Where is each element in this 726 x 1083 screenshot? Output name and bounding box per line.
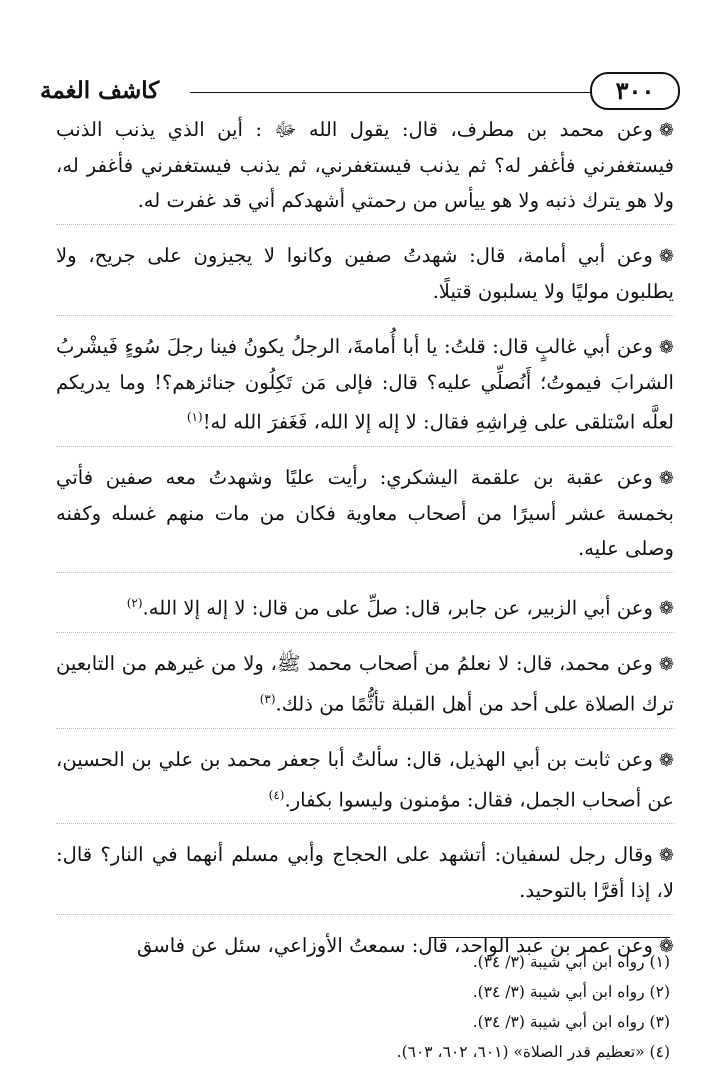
book-title: كاشف الغمة [40, 77, 160, 104]
footnote: (٣) رواه ابن أبي شيبة (٣/ ٣٤). [472, 1013, 670, 1031]
footnote-ref[interactable]: (١) [186, 410, 203, 424]
footnote-ref[interactable]: (٣) [259, 692, 276, 707]
paragraph-text: وعن عمر بن عبد الواحد، قال: سمعتُ الأوزاعي، سئل عن فاسق [136, 934, 653, 958]
footnote-ref[interactable]: (٢) [126, 595, 143, 610]
footnote: (٢) رواه ابن أبي شيبة (٣/ ٣٤). [472, 983, 670, 1001]
paragraph-text: وعن أبي أمامة، قال: شهدتُ صفين وكانوا لا يجيزون على جريح، ولا يطلبون موليًا ولا يسلبون قتيلًا. [56, 244, 674, 303]
star-icon: ❁ [658, 654, 674, 676]
paragraph-text: وعن ثابت بن أبي الهذيل، قال: سألتُ أبا جعفر محمد بن علي بن الحسين، عن أصحاب الجمل، فقال: مؤمنون وليسوا بكفار. [56, 747, 674, 812]
star-icon: ❁ [658, 936, 674, 958]
paragraph [56, 329, 674, 447]
paragraph [56, 586, 674, 634]
footnote: (٤) «تعظيم قدر الصلاة» (٦٠١، ٦٠٢، ٦٠٣). [396, 1043, 670, 1061]
paragraph-text: وعن عقبة بن علقمة اليشكري: رأيت عليًا وشهدتُ معه صفين فأتي بخمسة عشر أسيرًا من أصحاب معاوية فكان من مات منهم غسله وكفنه وصلى عليه. [56, 465, 674, 560]
star-icon: ❁ [658, 845, 674, 867]
main-text [56, 112, 674, 983]
header-rule [190, 92, 590, 93]
paragraph-text: وعن أبي غالبٍ قال: قلتُ: يا أبا أُمامةَ، الرجلُ يكونُ فينا رجلَ سُوءٍ فَيشْربُ الشرابَ فيموتُ؛ أَنُصلِّي عليه؟ قال: فإلى مَن تَكِلُون جنائزهم؟! وما يدريكم لعلَّه اسْتلقى على فِراشِهِ فقال: لا إله إلا الله، فَغَفرَ الله له! [56, 335, 674, 434]
footnote-rule [430, 937, 670, 938]
paragraph [56, 837, 674, 915]
footnotes [70, 947, 670, 1067]
paragraph-text: وعن أبي الزبير، عن جابر، قال: صلِّ على من قال: لا إله إلا الله. [142, 596, 653, 620]
footnote-ref[interactable]: (٤) [268, 787, 285, 802]
paragraph [56, 742, 674, 825]
paragraph-text: وعن محمد، قال: لا نعلمُ من أصحاب محمد ﷺ، ولا من غيرهم من التابعين ترك الصلاة على أحد من أهل القبلة تأثُّمًا من ذلك. [56, 652, 674, 716]
paragraph-text: وقال رجل لسفيان: أتشهد على الحجاج وأبي مسلم أنهما في النار؟ قال: لا، إذا أقرَّا بالتوحيد. [56, 843, 674, 903]
page-number: ٣٠٠ [590, 72, 680, 110]
paragraph [56, 112, 674, 225]
paragraph-text: وعن محمد بن مطرف، قال: يقول الله ﷻ : أين الذي يذنب الذنب فيستغفرني فأغفر له؟ ثم يذنب فيستغفرني، ثم يذنب فيستغفرني فأغفر له، ولا هو يترك ذنبه ولا هو ييأس من رحمتي أشهدكم أني قد غفرت له. [56, 118, 674, 212]
star-icon: ❁ [658, 337, 674, 358]
paragraph [56, 460, 674, 573]
paragraph [56, 238, 674, 316]
star-icon: ❁ [658, 246, 674, 267]
paragraph [56, 646, 674, 729]
footnote: (١) رواه ابن أبي شيبة (٣/ ٣٤). [472, 953, 670, 971]
star-icon: ❁ [658, 467, 674, 489]
star-icon: ❁ [658, 749, 674, 771]
star-icon: ❁ [658, 120, 674, 141]
star-icon: ❁ [658, 598, 674, 620]
